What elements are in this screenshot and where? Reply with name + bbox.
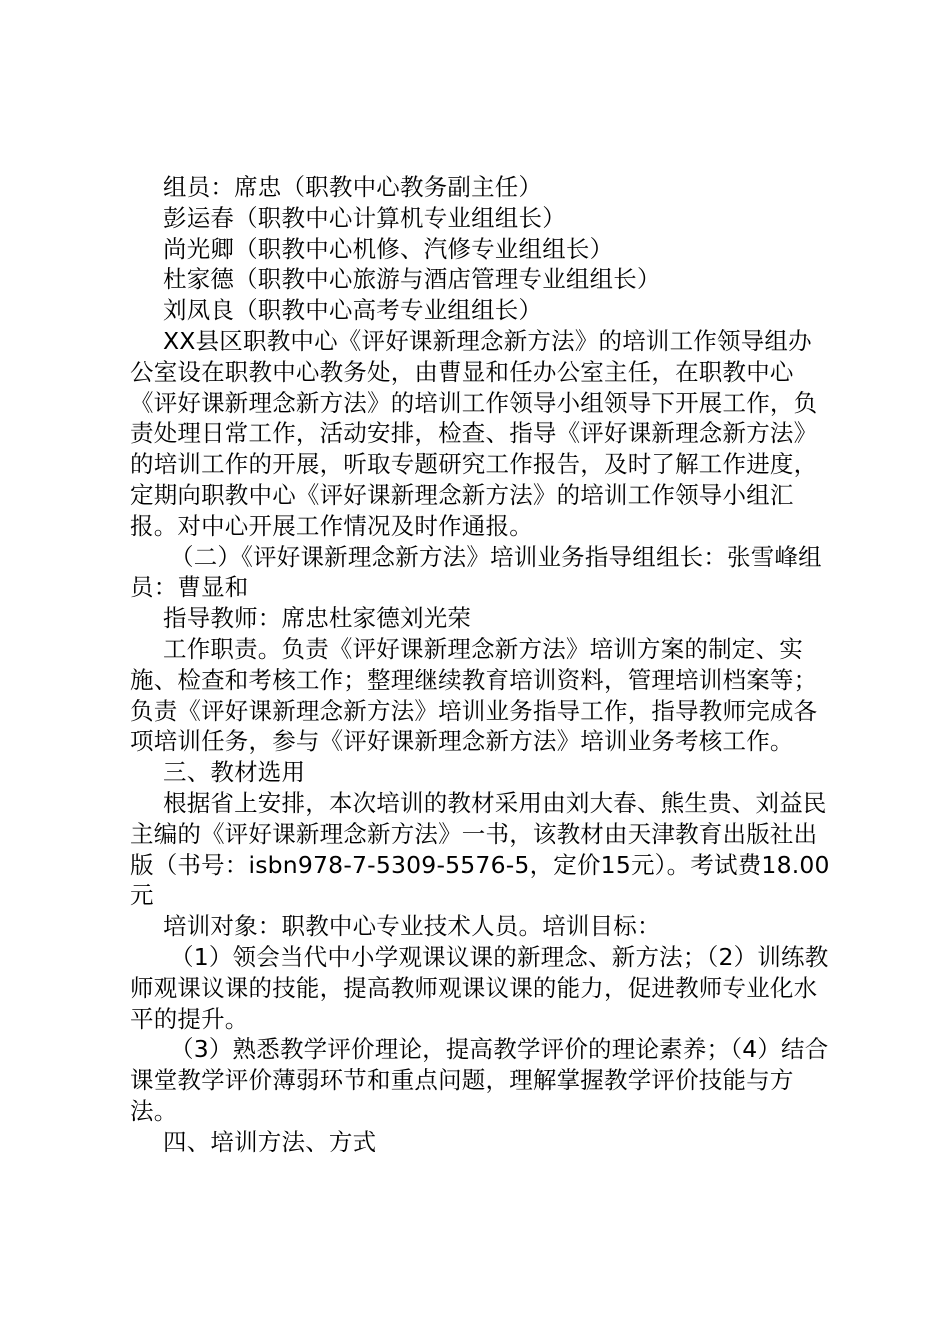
paragraph-training-target: 培训对象：职教中心专业技术人员。培训目标：: [163, 912, 661, 941]
paragraph-guidance-group: （二）《评好课新理念新方法》培训业务指导组组长：张雪峰组员：曹显和: [130, 542, 822, 602]
paragraph-member-shangguangqing: 尚光卿（职教中心机修、汽修专业组组长）: [163, 234, 614, 263]
paragraph-guidance-teachers: 指导教师：席忠杜家德刘光荣: [163, 604, 472, 633]
paragraph-office-description: XX县区职教中心《评好课新理念新方法》的培训工作领导组办公室设在职教中心教务处，由曹显和任办公室主任，在职教中心《评好课新理念新方法》的培训工作领导小组领导下开展工作，负责处理日常工作，活动安排，检查、指导《评好课新理念新方法》的培训工作的开展，听取专题研究工作报告，及时了解工作进度，定期向职教中心《评好课新理念新方法》的培训工作领导小组汇报。对中心开展工作情况及时作通报。: [130, 326, 818, 540]
paragraph-member-dujiade: 杜家德（职教中心旅游与酒店管理专业组组长）: [163, 265, 661, 294]
paragraph-goals-1-2: （1）领会当代中小学观课议课的新理念、新方法；（2）训练教师观课议课的技能，提高教师观课议课的能力，促进教师专业化水平的提升。: [130, 942, 829, 1033]
paragraph-member-xizhong: 组员：席忠（职教中心教务副主任）: [163, 173, 543, 201]
paragraph-member-pengyunchun: 彭运春（职教中心计算机专业组组长）: [163, 203, 566, 232]
section-heading-methods: 四、培训方法、方式: [163, 1127, 377, 1156]
section-heading-textbook: 三、教材选用: [163, 758, 306, 787]
paragraph-goals-3-4: （3）熟悉教学评价理论，提高教学评价的理论素养；（4）结合课堂教学评价薄弱环节和重点问题，理解掌握教学评价技能与方法。: [130, 1035, 829, 1125]
paragraph-textbook-info: 根据省上安排，本次培训的教材采用由刘大春、熊生贵、刘益民主编的《评好课新理念新方法》一书，该教材由天津教育出版社出版（书号：isbn978-7-5309-5576-5，定价15元）。考试费18.00元: [130, 788, 830, 910]
paragraph-member-liufengliang: 刘凤良（职教中心高考专业组组长）: [163, 296, 543, 325]
paragraph-work-duties: 工作职责。负责《评好课新理念新方法》培训方案的制定、实施、检查和考核工作；整理继续教育培训资料，管理培训档案等；负责《评好课新理念新方法》培训业务指导工作，指导教师完成各项培训任务，参与《评好课新理念新方法》培训业务考核工作。: [130, 634, 818, 756]
document-body: [130, 172, 830, 1158]
